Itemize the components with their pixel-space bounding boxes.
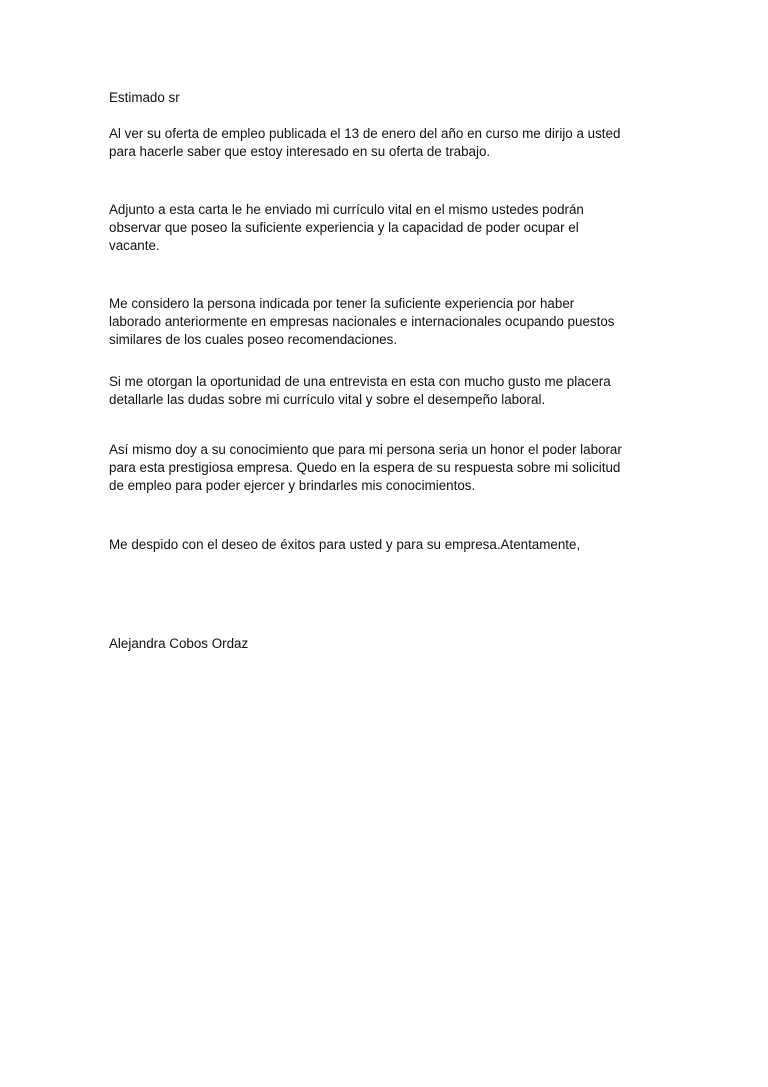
closing — [109, 536, 669, 554]
paragraph-line: observar que poseo la suficiente experiencia y la capacidad de poder ocupar el — [109, 220, 579, 236]
salutation-text: Estimado sr — [109, 90, 180, 105]
signature — [109, 635, 669, 653]
paragraph-line: de empleo para poder ejercer y brindarles mis conocimientos. — [109, 478, 476, 494]
paragraph-line: Adjunto a esta carta le he enviado mi currículo vital en el mismo ustedes podrán — [109, 202, 584, 217]
paragraph-attachment — [109, 201, 669, 256]
signature-name: Alejandra Cobos Ordaz — [109, 636, 249, 651]
paragraph-offer — [109, 125, 669, 161]
paragraph-line: Si me otorgan la oportunidad de una entrevista en esta con mucho gusto me placera — [109, 374, 611, 389]
paragraph-line: para esta prestigiosa empresa. Quedo en la espera de su respuesta sobre mi solicitud — [109, 460, 621, 476]
paragraph-interest — [109, 441, 669, 496]
paragraph-qualifications — [109, 295, 669, 350]
paragraph-line: Así mismo doy a su conocimiento que para mi persona seria un honor el poder laborar — [109, 442, 622, 457]
paragraph-line: similares de los cuales poseo recomendaciones. — [109, 332, 398, 348]
paragraph-line: Me considero la persona indicada por tener la suficiente experiencia por haber — [109, 296, 575, 311]
paragraph-line: Al ver su oferta de empleo publicada el 13 de enero del año en curso me dirijo a usted — [109, 126, 621, 141]
salutation — [109, 89, 669, 107]
paragraph-line: vacante. — [109, 238, 160, 254]
paragraph-line: laborado anteriormente en empresas nacionales e internacionales ocupando puestos — [109, 314, 615, 330]
paragraph-interview — [109, 373, 669, 409]
paragraph-line: para hacerle saber que estoy interesado en su oferta de trabajo. — [109, 144, 491, 160]
paragraph-line: detallarle las dudas sobre mi currículo vital y sobre el desempeño laboral. — [109, 392, 546, 408]
closing-text: Me despido con el deseo de éxitos para usted y para su empresa.Atentamente, — [109, 537, 581, 552]
